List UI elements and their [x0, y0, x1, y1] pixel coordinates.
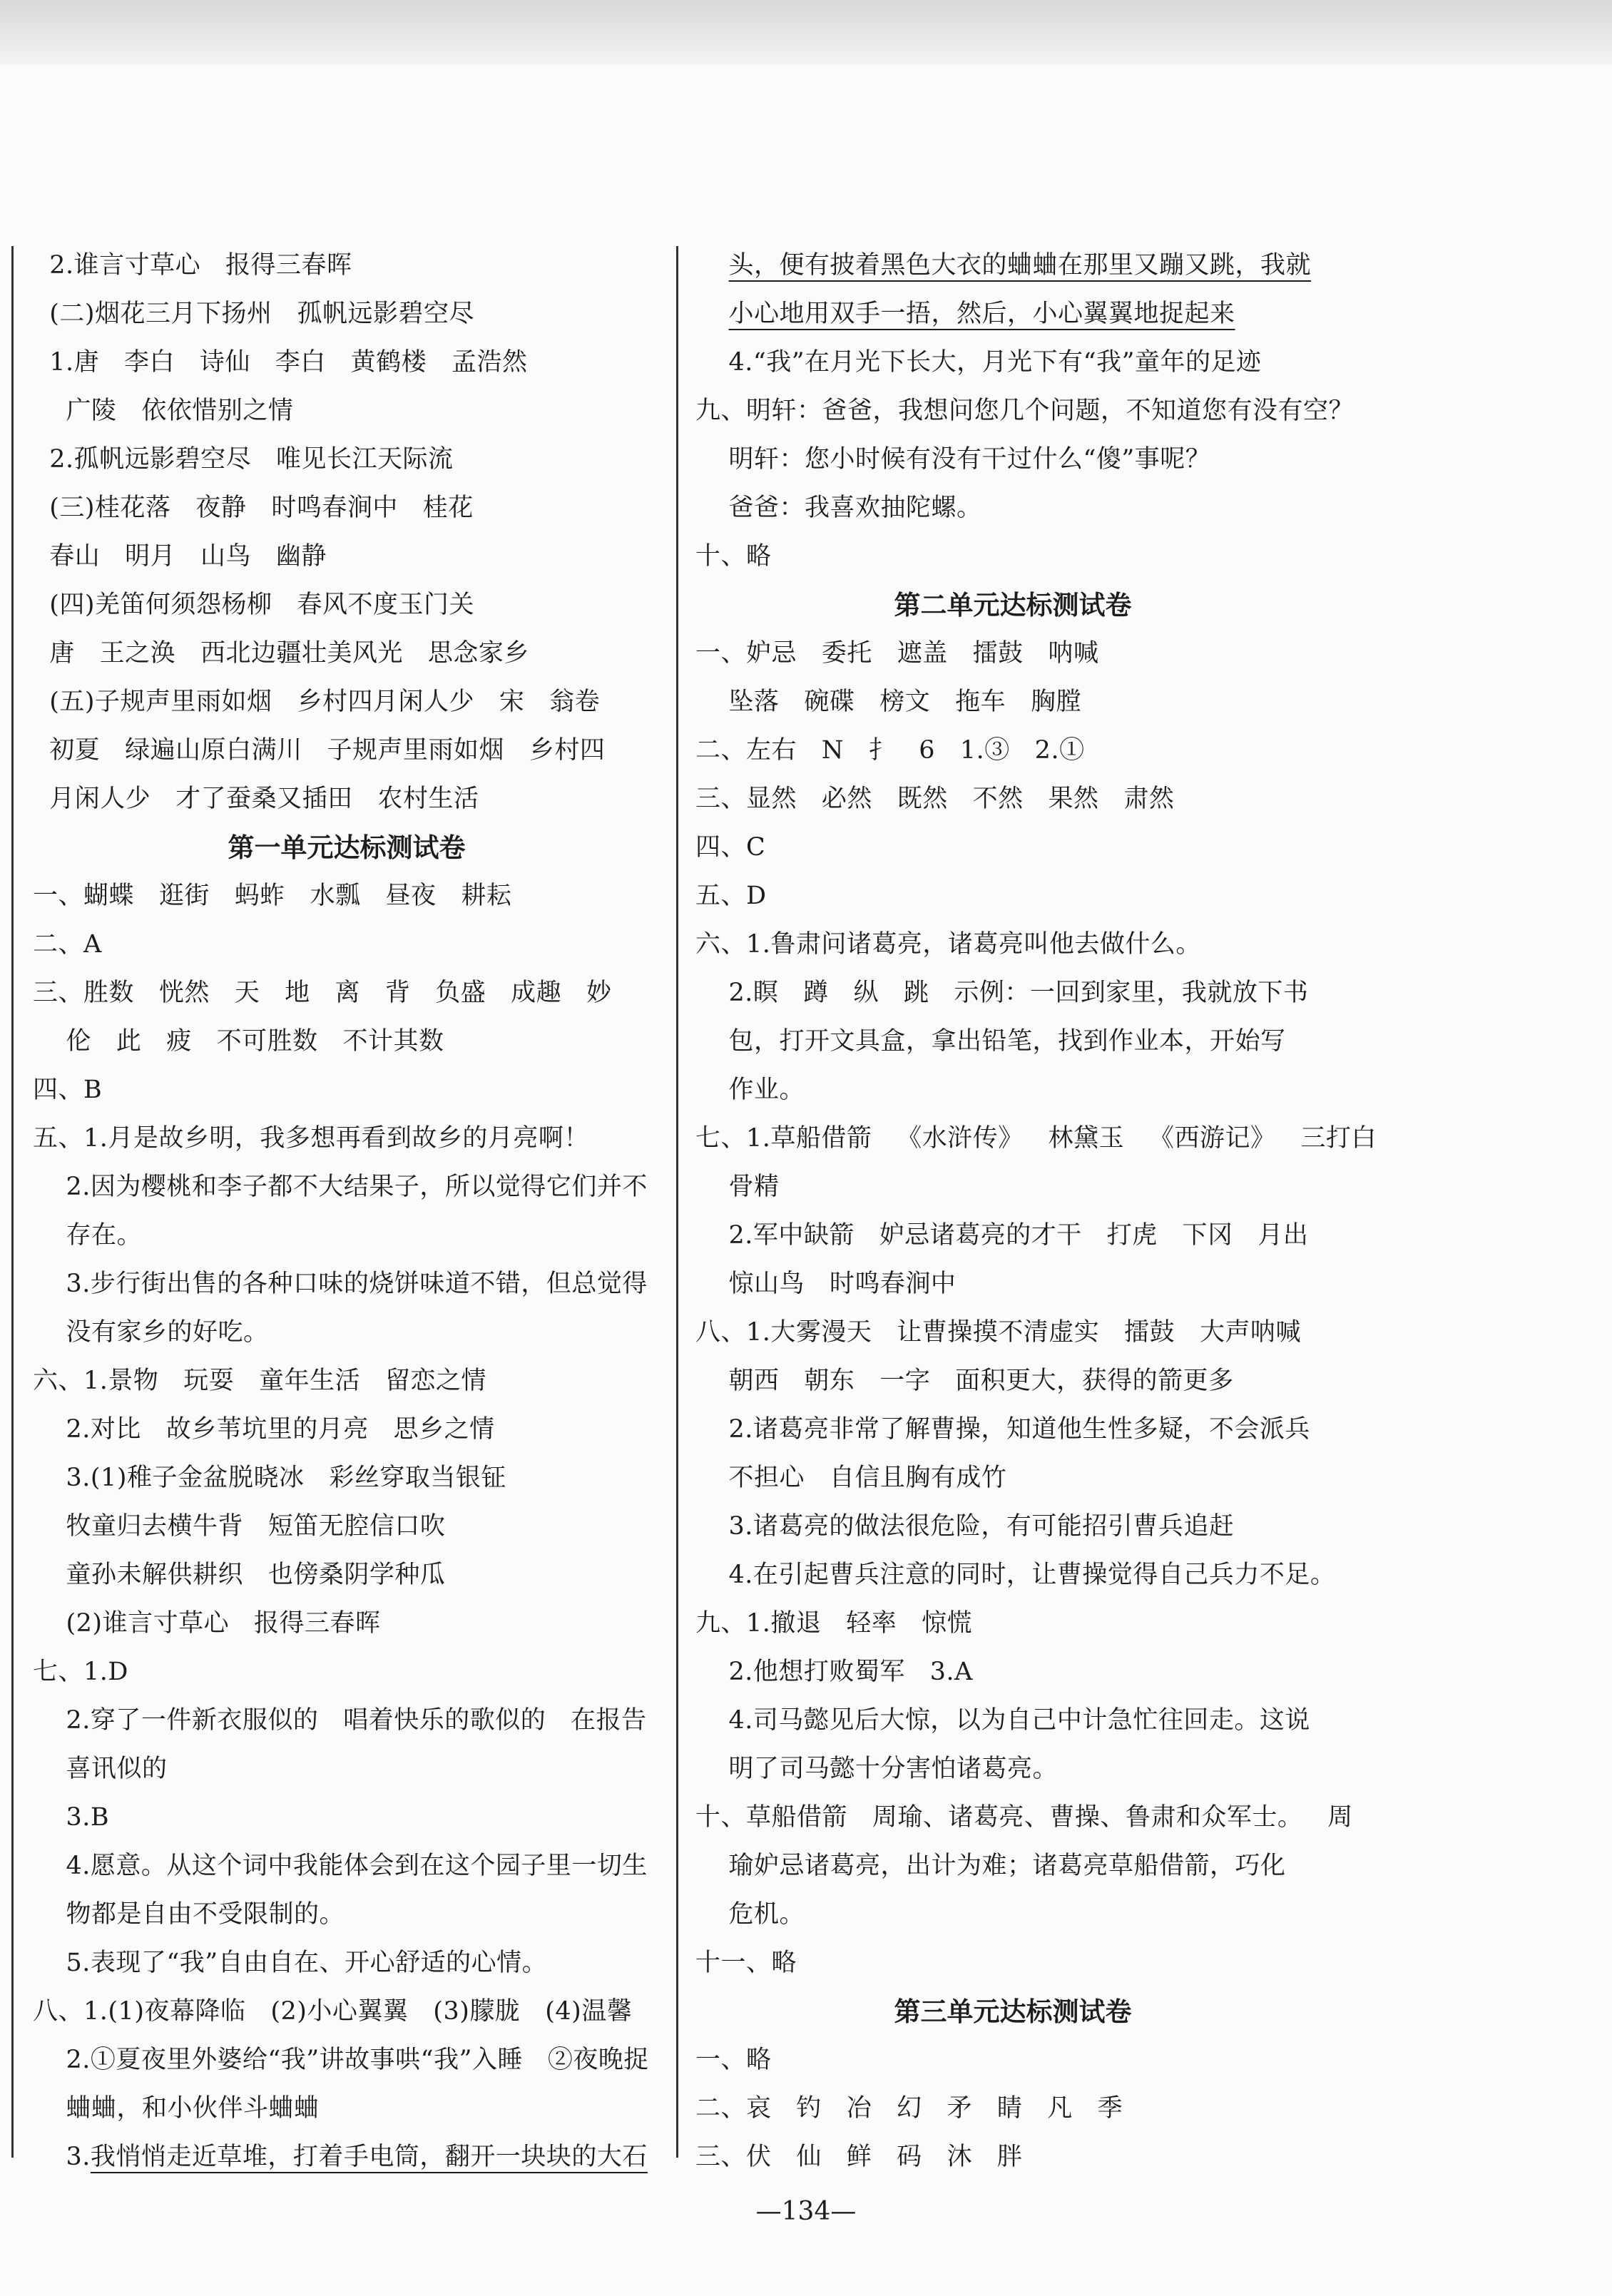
answer-line [33, 1066, 660, 1114]
answer-line [695, 1405, 1330, 1454]
answer-text: 二、左右 N 扌 6 1.③ 2.① [695, 736, 1085, 765]
answer-text: 3. [33, 2143, 91, 2171]
answer-line [695, 1308, 1330, 1357]
answer-line [33, 1987, 660, 2036]
answer-line [695, 387, 1355, 435]
answer-line [695, 872, 1330, 920]
answer-line [33, 1357, 660, 1405]
answer-text: 初夏 绿遍山原白满川 子规声里雨如烟 乡村四 [33, 736, 606, 765]
answer-text: 月闲人少 才了蚕桑又插田 农村生活 [33, 785, 479, 813]
answer-text: 九、1.撤退 轻率 惊慌 [695, 1609, 973, 1638]
answer-text: 存在。 [33, 1221, 143, 1250]
answer-text: (2)谁言寸草心 报得三春晖 [33, 1609, 381, 1638]
answer-line [695, 290, 1330, 338]
answer-text: 坠落 碗碟 榜文 拖车 胸膛 [695, 688, 1082, 716]
answer-text: (三)桂花落 夜静 时鸣春涧中 桂花 [33, 494, 474, 522]
answer-line [33, 2133, 660, 2181]
scan-top-shadow [0, 0, 1612, 64]
answer-line [695, 1454, 1330, 1502]
answer-text: 4.“我”在月光下长大，月光下有“我”童年的足迹 [695, 348, 1262, 377]
page-number: —134— [755, 2197, 857, 2226]
answer-text: 4.愿意。从这个词中我能体会到在这个园子里一切生 [33, 1852, 648, 1880]
answer-text: 物都是自由不受限制的。 [33, 1900, 345, 1929]
answer-line [695, 2084, 1330, 2133]
column-divider [676, 246, 678, 2158]
answer-text: 包，打开文具盒，拿出铅笔，找到作业本，开始写 [695, 1027, 1286, 1056]
answer-line [33, 920, 660, 969]
answer-text: 3.B [33, 1803, 110, 1832]
section-heading: 第三单元达标测试卷 [894, 1996, 1132, 2027]
underlined-answer-text: 头，便有披着黑色大衣的蛐蛐在那里又蹦又跳，我就 [728, 251, 1312, 280]
answer-line [33, 872, 660, 920]
answer-text: 3.(1)稚子金盆脱晓冰 彩丝穿取当银钲 [33, 1464, 506, 1492]
answer-line [33, 338, 660, 387]
answer-text: 明了司马懿十分害怕诸葛亮。 [695, 1755, 1058, 1783]
section-heading: 第一单元达标测试卷 [228, 832, 466, 863]
answer-line [33, 1260, 660, 1308]
answer-line [695, 1017, 1330, 1066]
answer-text: 不担心 自信且胸有成竹 [695, 1464, 1007, 1492]
answer-text: 5.表现了“我”自由自在、开心舒适的心情。 [33, 1949, 548, 1977]
answer-text: 十、略 [695, 542, 772, 571]
answer-line [695, 1599, 1330, 1648]
answer-line [33, 2084, 660, 2133]
answer-text: 三、伏 仙 鲜 码 沐 胖 [695, 2143, 1023, 2171]
answer-text: 三、胜数 恍然 天 地 离 背 负盛 成趣 妙 [33, 979, 612, 1007]
answer-text: (四)羌笛何须怨杨柳 春风不度玉门关 [33, 591, 474, 619]
answer-text: 五、1.月是故乡明，我多想再看到故乡的月亮啊！ [33, 1124, 589, 1153]
answer-text: 2.瞑 蹲 纵 跳 示例：一回到家里，我就放下书 [695, 979, 1309, 1007]
answer-line [33, 1648, 660, 1696]
answer-text: 2.孤帆远影碧空尽 唯见长江天际流 [33, 445, 454, 474]
answer-text: 九、明轩：爸爸，我想问您几个问题，不知道您有没有空？ [695, 397, 1355, 425]
answer-line [33, 1599, 660, 1648]
answer-line [695, 775, 1330, 823]
answer-line [695, 1842, 1330, 1890]
answer-text: 朝西 朝东 一字 面积更大，获得的箭更多 [695, 1367, 1234, 1395]
answer-line [695, 1890, 1330, 1939]
answer-text: 2.因为樱桃和李子都不大结果子，所以觉得它们并不 [33, 1173, 648, 1201]
answer-line [33, 290, 660, 338]
left-margin-rule [11, 246, 14, 2158]
answer-line [695, 1114, 1377, 1163]
answer-text: 明轩：您小时候有没有干过什么“傻”事呢？ [695, 445, 1211, 474]
answer-text: 没有家乡的好吃。 [33, 1318, 269, 1347]
answer-text: 1.唐 李白 诗仙 李白 黄鹤楼 孟浩然 [33, 348, 528, 377]
answer-line [695, 1357, 1330, 1405]
answer-line [33, 1793, 660, 1842]
answer-text: 2.诸葛亮非常了解曹操，知道他生性多疑，不会派兵 [695, 1415, 1310, 1444]
answer-line [695, 1696, 1330, 1745]
answer-line [695, 678, 1330, 726]
answer-text: 危机。 [695, 1900, 805, 1929]
answer-text: 七、1.D [33, 1658, 128, 1686]
answer-text: 一、略 [695, 2046, 772, 2074]
answer-text: 一、妒忌 委托 遮盖 擂鼓 呐喊 [695, 639, 1099, 668]
answer-line [33, 1696, 660, 1745]
answer-text [695, 300, 729, 328]
answer-text: 十一、略 [695, 1949, 797, 1977]
answer-text: 伦 此 疲 不可胜数 不计其数 [33, 1027, 444, 1056]
answer-line [695, 1163, 1330, 1211]
answer-line [695, 1066, 1330, 1114]
answer-line [695, 1502, 1330, 1551]
answer-line [695, 629, 1330, 678]
answer-line [695, 1260, 1330, 1308]
answer-line [695, 920, 1330, 969]
answer-line [33, 775, 660, 823]
answer-line [33, 1842, 660, 1890]
answer-text: 三、显然 必然 既然 不然 果然 肃然 [695, 785, 1175, 813]
answer-line [33, 1551, 660, 1599]
answer-line [695, 484, 1330, 532]
answer-text: 八、1.(1)夜幕降临 (2)小心翼翼 (3)朦胧 (4)温馨 [33, 1997, 633, 2026]
answer-line [695, 1648, 1330, 1696]
answer-line [695, 1551, 1336, 1599]
answer-line [33, 1454, 660, 1502]
answer-text: 六、1.鲁肃问诸葛亮，诸葛亮叫他去做什么。 [695, 930, 1201, 959]
answer-line [33, 1163, 660, 1211]
answer-line [33, 1114, 660, 1163]
answer-line [33, 1405, 660, 1454]
answer-line [33, 532, 660, 581]
answer-line [695, 2036, 1330, 2084]
answer-line [33, 435, 660, 484]
answer-line [33, 2036, 660, 2084]
answer-line [33, 387, 660, 435]
answer-text: 3.诸葛亮的做法很危险，有可能招引曹兵追赶 [695, 1512, 1235, 1541]
answer-text: 2.①夏夜里外婆给“我”讲故事哄“我”入睡 ②夜晚捉 [33, 2046, 649, 2074]
answer-line [33, 726, 660, 775]
answer-line [695, 1793, 1353, 1842]
answer-line [33, 1211, 660, 1260]
answer-text: 2.他想打败蜀军 3.A [695, 1658, 973, 1686]
answer-text: 牧童归去横牛背 短笛无腔信口吹 [33, 1512, 446, 1541]
answer-line [33, 678, 660, 726]
answer-text: 十、草船借箭 周瑜、诸葛亮、曹操、鲁肃和众军士。 周 [695, 1803, 1353, 1832]
answer-line [33, 629, 660, 678]
answer-text: 四、C [695, 833, 766, 862]
answer-text: 广陵 依依惜别之情 [33, 397, 294, 425]
answer-text: 一、蝴蝶 逛街 蚂蚱 水瓢 昼夜 耕耘 [33, 882, 512, 910]
answer-line [33, 1502, 660, 1551]
answer-text: 五、D [695, 882, 767, 910]
answer-text: 骨精 [695, 1173, 780, 1201]
answer-text: 四、B [33, 1076, 103, 1104]
answer-text: 二、A [33, 930, 102, 959]
answer-text: 3.步行街出售的各种口味的烧饼味道不错，但总觉得 [33, 1270, 648, 1298]
answer-text: 4.在引起曹兵注意的同时，让曹操觉得自己兵力不足。 [695, 1561, 1336, 1589]
answer-text: 瑜妒忌诸葛亮，出计为难；诸葛亮草船借箭，巧化 [695, 1852, 1286, 1880]
answer-line [695, 1939, 1330, 1987]
answer-line [33, 1745, 660, 1793]
answer-text: 二、哀 钓 冶 幻 矛 睛 凡 季 [695, 2094, 1123, 2123]
answer-line [33, 969, 660, 1017]
answer-text: 六、1.景物 玩耍 童年生活 留恋之情 [33, 1367, 487, 1395]
answer-line [695, 532, 1330, 581]
right-column [695, 241, 1377, 2181]
answer-line [695, 726, 1330, 775]
answer-line [33, 1308, 660, 1357]
answer-line [33, 1890, 660, 1939]
answer-text: 爸爸：我喜欢抽陀螺。 [695, 494, 982, 522]
answer-text: 蛐蛐，和小伙伴斗蛐蛐 [33, 2094, 320, 2123]
answer-line [33, 1939, 660, 1987]
answer-text [695, 251, 729, 280]
answer-line [695, 969, 1330, 1017]
answer-line [695, 2133, 1330, 2181]
answer-text: (五)子规声里雨如烟 乡村四月闲人少 宋 翁卷 [33, 688, 601, 716]
answer-text: (二)烟花三月下扬州 孤帆远影碧空尽 [33, 300, 474, 328]
answer-text: 2.对比 故乡苇坑里的月亮 思乡之情 [33, 1415, 495, 1444]
answer-text: 2.谁言寸草心 报得三春晖 [33, 251, 352, 280]
answer-line [695, 1745, 1330, 1793]
answer-text: 童孙未解供耕织 也傍桑阴学种瓜 [33, 1561, 446, 1589]
answer-line [695, 241, 1330, 290]
underlined-answer-text: 小心地用双手一捂，然后，小心翼翼地捉起来 [728, 300, 1235, 328]
answer-text: 七、1.草船借箭 《水浒传》 林黛玉 《西游记》 三打白 [695, 1124, 1377, 1153]
answer-text: 八、1.大雾漫天 让曹操摸不清虚实 擂鼓 大声呐喊 [695, 1318, 1302, 1347]
answer-line [695, 1211, 1330, 1260]
answer-line [695, 338, 1330, 387]
answer-text: 4.司马懿见后大惊，以为自己中计急忙往回走。这说 [695, 1706, 1310, 1735]
answer-text: 2.穿了一件新衣服似的 唱着快乐的歌似的 在报告 [33, 1706, 647, 1735]
answer-text: 作业。 [695, 1076, 805, 1104]
answer-text: 春山 明月 山鸟 幽静 [33, 542, 327, 571]
answer-line [695, 823, 1330, 872]
underlined-answer-text: 我悄悄走近草堆，打着手电筒，翻开一块块的大石 [90, 2143, 648, 2171]
answer-line [33, 484, 660, 532]
answer-text: 喜讯似的 [33, 1755, 168, 1783]
answer-line [695, 435, 1330, 484]
answer-text: 惊山鸟 时鸣春涧中 [695, 1270, 957, 1298]
answer-text: 唐 王之涣 西北边疆壮美风光 思念家乡 [33, 639, 529, 668]
answer-line [33, 1017, 660, 1066]
section-heading: 第二单元达标测试卷 [894, 589, 1132, 621]
left-column [33, 241, 660, 2181]
answer-line [33, 581, 660, 629]
answer-line [33, 241, 660, 290]
answer-text: 2.军中缺箭 妒忌诸葛亮的才干 打虎 下冈 月出 [695, 1221, 1309, 1250]
